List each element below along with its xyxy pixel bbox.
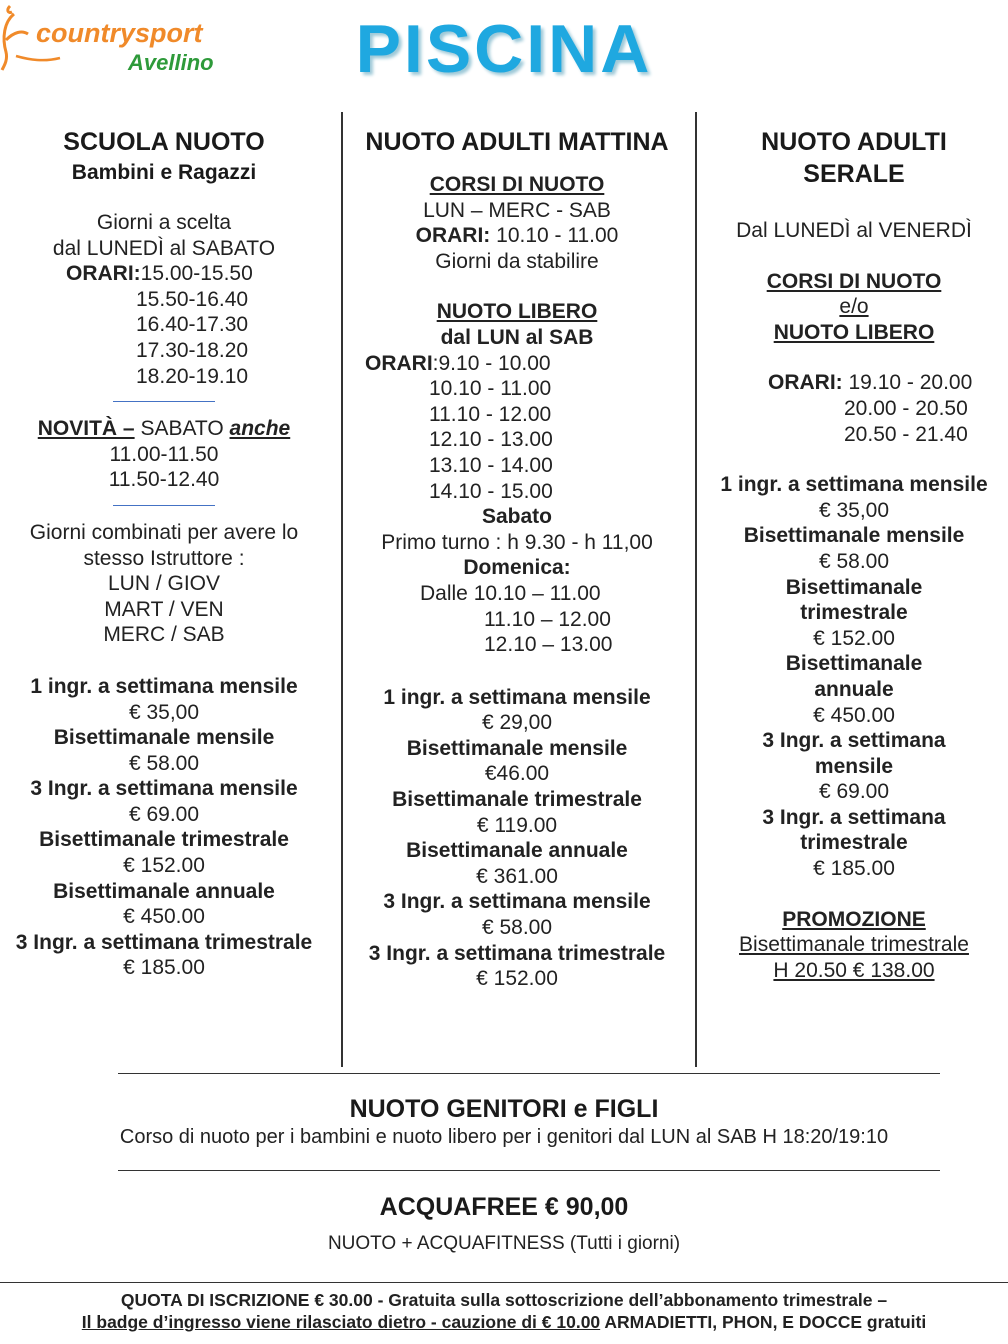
col1-days1: Giorni a scelta <box>96 211 232 234</box>
col3-price-label-3a: Bisettimanale <box>785 652 923 676</box>
col1-price-2: € 69.00 <box>128 802 200 826</box>
col2-domenica-time-2: 12.10 – 13.00 <box>484 633 613 657</box>
col3-price-label-1: Bisettimanale mensile <box>743 524 965 548</box>
col3-price-1: € 58.00 <box>818 549 890 573</box>
logo-country: countrysport <box>36 18 203 48</box>
col3-time-1: 20.00 - 20.50 <box>844 396 968 420</box>
col1-time-0: 15.00-15.50 <box>140 262 253 286</box>
col3-eo: e/o <box>839 295 869 319</box>
col2-price-label-0: 1 ingr. a settimana mensile <box>383 685 651 709</box>
col2-price-label-2: Bisettimanale trimestrale <box>392 788 642 812</box>
col1-times-block <box>0 261 328 389</box>
col1-title: SCUOLA NUOTO <box>63 128 265 156</box>
col1-price-1: € 58.00 <box>128 751 200 775</box>
col3-promo-label: PROMOZIONE <box>782 907 926 931</box>
col3-price-label-4a: 3 Ingr. a settimana <box>762 729 946 753</box>
col1-price-label-2: 3 Ingr. a settimana mensile <box>30 777 298 801</box>
col3-price-label-5b: trimestrale <box>800 831 908 855</box>
footer-line1: QUOTA DI ISCRIZIONE € 30.00 - Gratuita sulla sottoscrizione dell’abbonamento trimestrale – <box>120 1290 888 1310</box>
col2-price-label-1: Bisettimanale mensile <box>406 736 628 760</box>
logo-avellino: Avellino <box>128 50 214 75</box>
col3-price-label-2b: trimestrale <box>800 601 908 625</box>
col1-subtitle: Bambini e Ragazzi <box>71 161 257 184</box>
acquafree-section <box>0 1190 1008 1256</box>
col2-title: NUOTO ADULTI MATTINA <box>365 128 669 156</box>
col3-price-4: € 69.00 <box>818 780 890 804</box>
col1-price-label-4: Bisettimanale annuale <box>53 879 275 903</box>
col1-separator-1 <box>113 401 215 402</box>
col1-price-label-5: 3 Ingr. a settimana trimestrale <box>15 930 313 954</box>
col1-price-3: € 152.00 <box>123 854 205 878</box>
genitori-title: NUOTO GENITORI e FIGLI <box>349 1095 659 1123</box>
col1-sat-time-0: 11.00-11.50 <box>109 442 219 466</box>
col3-price-2: € 152.00 <box>813 626 895 650</box>
col1-price-0: € 35,00 <box>128 700 200 724</box>
col2-corsi-orari: 10.10 - 11.00 <box>490 224 619 248</box>
col2-sabato-label: Sabato <box>481 505 552 529</box>
col3-libero-label: NUOTO LIBERO <box>773 320 935 344</box>
col3-days: Dal LUNEDÌ al VENERDÌ <box>736 219 972 242</box>
col3-price-3: € 450.00 <box>813 703 895 727</box>
col1-combined-2: LUN / GIOV <box>107 572 221 596</box>
col2-price-4: € 58.00 <box>481 916 553 940</box>
col3-times-block <box>700 370 1008 447</box>
col2-domenica-time-0: Dalle 10.10 – 11.00 <box>420 581 601 605</box>
col3-title1: NUOTO ADULTI <box>761 128 947 156</box>
col1-price-5: € 185.00 <box>123 956 205 980</box>
col1-novita-anche: anche <box>229 417 291 441</box>
col1-combined-3: MART / VEN <box>104 597 224 621</box>
col1-time-4: 18.20-19.10 <box>136 364 249 388</box>
col1-time-2: 16.40-17.30 <box>136 313 249 337</box>
col1-novita-label: NOVITÀ – <box>37 417 135 441</box>
column-divider-1 <box>341 112 343 1067</box>
col2-price-label-4: 3 Ingr. a settimana mensile <box>383 890 651 914</box>
col2-domenica-time-1: 11.10 – 12.00 <box>484 607 611 631</box>
col2-libero-label: NUOTO LIBERO <box>436 300 598 324</box>
col1-price-label-1: Bisettimanale mensile <box>53 726 275 750</box>
col2-libero-days: dal LUN al SAB <box>440 325 594 349</box>
col1-combined-4: MERC / SAB <box>103 623 225 647</box>
col1-price-4: € 450.00 <box>123 905 205 929</box>
column-nuoto-adulti-mattina <box>345 126 689 992</box>
col3-time-2: 20.50 - 21.40 <box>844 422 968 446</box>
column-nuoto-adulti-serale <box>700 126 1008 983</box>
col3-orari-label: ORARI: <box>768 371 843 395</box>
col2-price-label-3: Bisettimanale annuale <box>406 839 628 863</box>
col2-price-0: € 29,00 <box>481 711 553 735</box>
col1-time-1: 15.50-16.40 <box>136 287 249 311</box>
col1-days2: dal LUNEDÌ al SABATO <box>52 236 276 260</box>
section-rule-2 <box>118 1170 940 1171</box>
footer <box>0 1289 1008 1333</box>
col2-libero-time-0: :9.10 - 10.00 <box>432 351 551 375</box>
genitori-text: Corso di nuoto per i bambini e nuoto libero per i genitori dal LUN al SAB H 18:20/19:10 <box>119 1126 889 1148</box>
footer-line2-b: ARMADIETTI, PHON, E DOCCE gratuiti <box>600 1312 927 1332</box>
col3-price-label-3b: annuale <box>814 677 894 701</box>
col2-libero-orari-label: ORARI <box>365 351 433 375</box>
col3-promo-line2: H 20.50 € 138.00 <box>773 958 935 982</box>
section-rule-3 <box>0 1282 1008 1283</box>
col2-corsi-orari-label: ORARI: <box>415 224 491 248</box>
col2-price-2: € 119.00 <box>476 813 558 837</box>
col1-time-3: 17.30-18.20 <box>136 338 249 362</box>
col2-libero-time-5: 14.10 - 15.00 <box>429 479 553 503</box>
column-scuola-nuoto <box>0 126 328 981</box>
col2-libero-time-4: 13.10 - 14.00 <box>429 453 553 477</box>
col2-domenica-label: Domenica: <box>463 556 571 580</box>
col3-price-0: € 35,00 <box>818 498 890 522</box>
acquafree-text: NUOTO + ACQUAFITNESS (Tutti i giorni) <box>327 1233 681 1254</box>
col3-time-0: 19.10 - 20.00 <box>842 371 973 395</box>
col1-novita-text: SABATO <box>134 417 230 441</box>
col1-price-label-0: 1 ingr. a settimana mensile <box>30 674 298 698</box>
col2-price-3: € 361.00 <box>476 864 558 888</box>
col1-sat-time-1: 11.50-12.40 <box>108 468 220 492</box>
col2-corsi-note: Giorni da stabilire <box>435 249 599 273</box>
col2-libero-time-3: 12.10 - 13.00 <box>429 428 553 452</box>
page-title: PISCINA <box>355 11 653 87</box>
section-rule-1 <box>118 1073 940 1074</box>
col2-price-label-5: 3 Ingr. a settimana trimestrale <box>368 941 666 965</box>
col1-combined-0: Giorni combinati per avere lo <box>29 520 299 544</box>
col2-corsi-label: CORSI DI NUOTO <box>429 173 605 196</box>
col1-novita-line <box>0 416 328 442</box>
col3-price-label-2a: Bisettimanale <box>785 575 923 599</box>
col3-price-label-4b: mensile <box>814 754 894 778</box>
col2-corsi-days: LUN – MERC - SAB <box>423 198 611 222</box>
col2-price-5: € 152.00 <box>476 967 558 991</box>
col3-corsi-label: CORSI DI NUOTO <box>766 269 942 293</box>
col2-price-1: €46.00 <box>484 762 550 786</box>
col3-price-label-0: 1 ingr. a settimana mensile <box>720 473 988 497</box>
col1-orari-label: ORARI: <box>66 262 141 286</box>
col2-libero-time-1: 10.10 - 11.00 <box>429 377 552 401</box>
col2-libero-time-2: 11.10 - 12.00 <box>429 402 552 426</box>
acquafree-title: ACQUAFREE € 90,00 <box>379 1193 629 1221</box>
genitori-section <box>0 1093 1008 1149</box>
col1-combined-1: stesso Istruttore : <box>83 546 245 570</box>
col1-price-label-3: Bisettimanale trimestrale <box>39 828 289 852</box>
col3-price-label-5a: 3 Ingr. a settimana <box>762 805 946 829</box>
col3-promo-line1: Bisettimanale trimestrale <box>739 933 969 957</box>
col3-title2: SERALE <box>803 160 905 188</box>
col1-separator-2 <box>113 505 215 506</box>
col2-sabato-text: Primo turno : h 9.30 - h 11,00 <box>381 530 653 554</box>
column-divider-2 <box>695 112 697 1067</box>
col2-libero-times <box>345 351 689 505</box>
col2-domenica-times <box>345 581 689 658</box>
col3-price-5: € 185.00 <box>813 857 895 881</box>
footer-line2-a: Il badge d’ingresso viene rilasciato dietro - cauzione di € 10.00 <box>81 1312 601 1332</box>
